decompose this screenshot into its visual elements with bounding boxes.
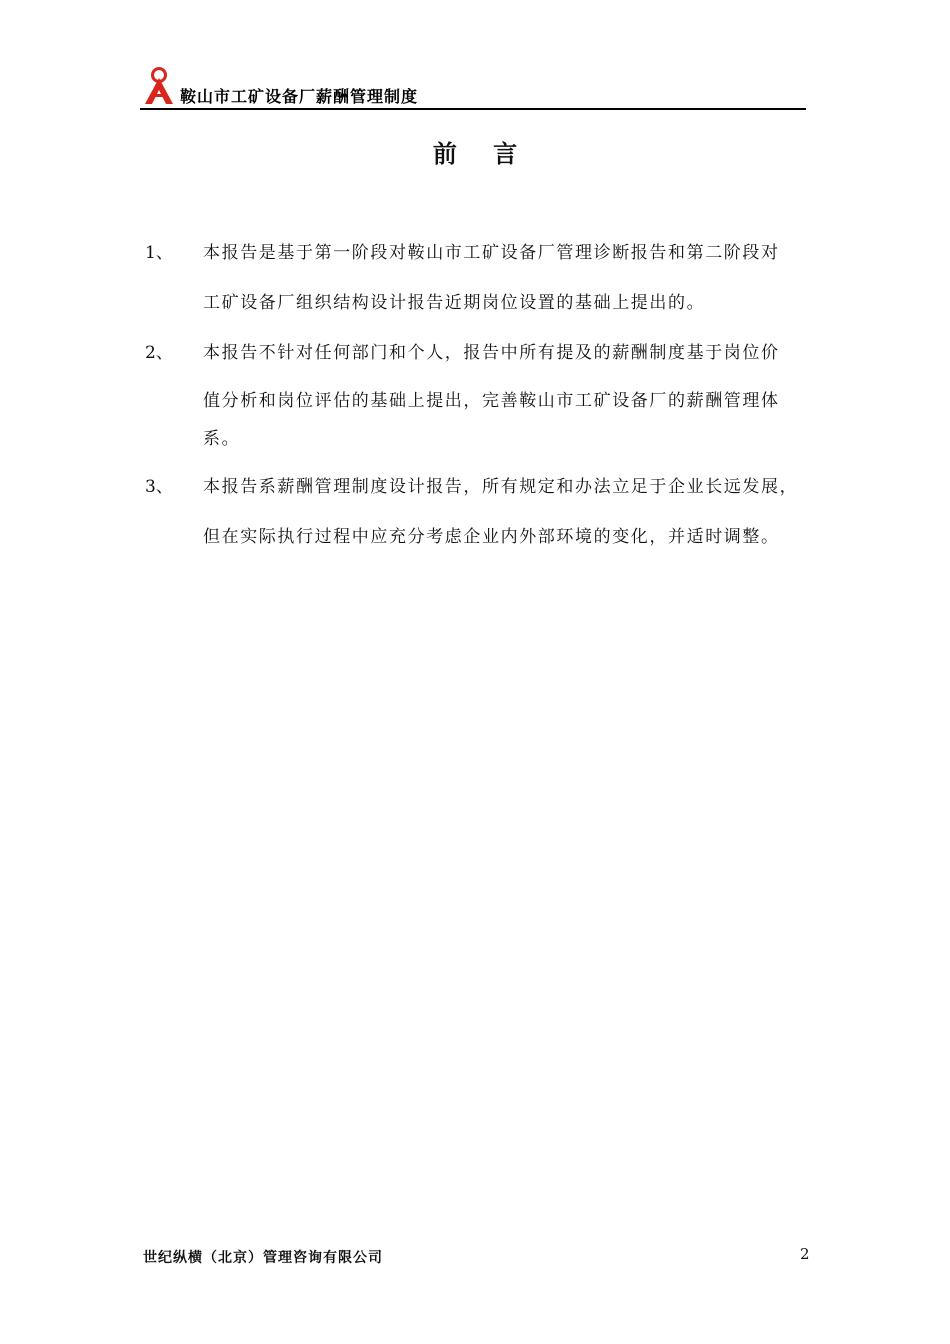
list-item-number: 1、 xyxy=(145,243,173,263)
list-item-line: 值分析和岗位评估的基础上提出，完善鞍山市工矿设备厂的薪酬管理体 xyxy=(203,391,780,411)
footer-company: 世纪纵横（北京）管理咨询有限公司 xyxy=(143,1250,383,1266)
page-header xyxy=(140,64,806,110)
list-item-line: 工矿设备厂组织结构设计报告近期岗位设置的基础上提出的。 xyxy=(203,293,706,313)
list-item-line: 本报告不针对任何部门和个人，报告中所有提及的薪酬制度基于岗位价 xyxy=(203,343,780,363)
list-item-line: 系。 xyxy=(203,429,241,449)
list-item-number: 3、 xyxy=(145,477,173,497)
list-item-line: 但在实际执行过程中应充分考虑企业内外部环境的变化，并适时调整。 xyxy=(203,527,780,547)
list-item-number: 2、 xyxy=(145,343,173,363)
page-title: 前 言 xyxy=(432,140,532,168)
page-number: 2 xyxy=(800,1245,810,1263)
header-title: 鞍山市工矿设备厂薪酬管理制度 xyxy=(180,87,419,106)
list-item-line: 本报告是基于第一阶段对鞍山市工矿设备厂管理诊断报告和第二阶段对 xyxy=(203,243,780,263)
company-logo-icon xyxy=(142,66,176,106)
list-item-line: 本报告系薪酬管理制度设计报告，所有规定和办法立足于企业长远发展， xyxy=(203,477,799,497)
